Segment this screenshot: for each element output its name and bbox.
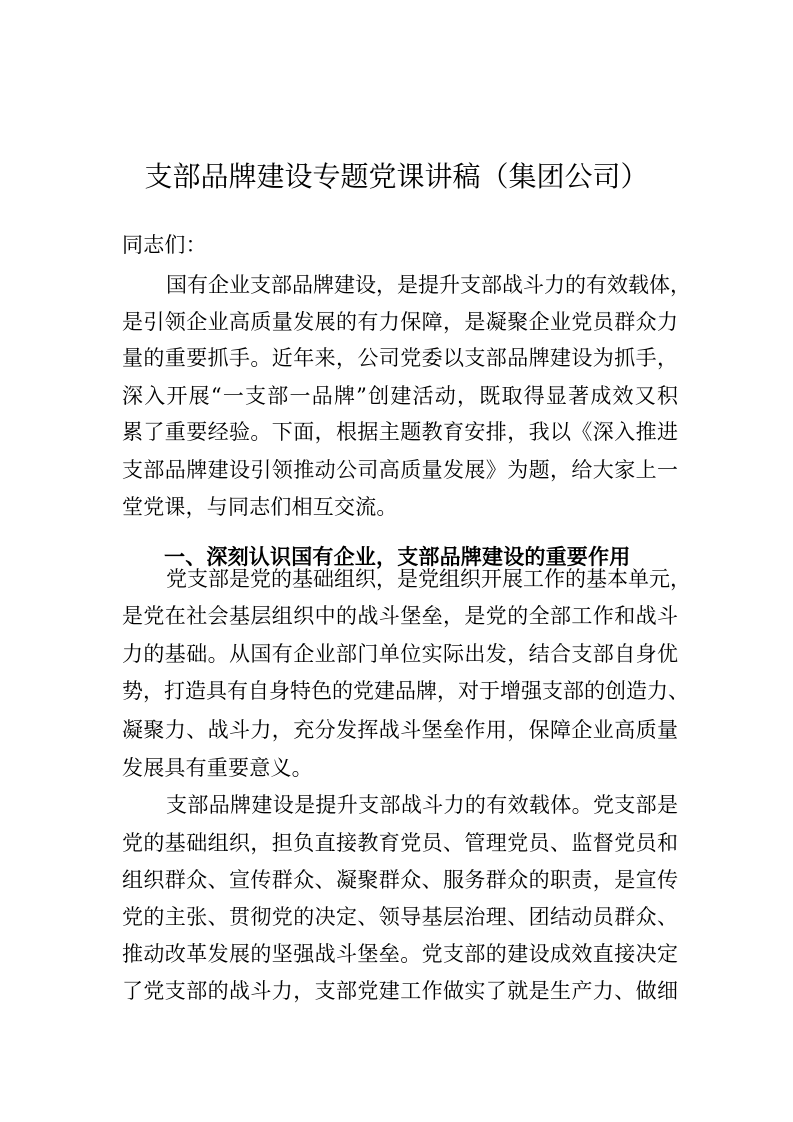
paragraph-line: 力的基础。从国有企业部门单位实际出发，结合支部自身优 <box>122 642 678 666</box>
paragraph-line: 推动改革发展的坚强战斗堡垒。党支部的建设成效直接决定 <box>122 941 678 966</box>
paragraph-line: 是引领企业高质量发展的有力保障，是凝聚企业党员群众力 <box>122 309 678 334</box>
paragraph-line: 支部品牌建设引领推动公司高质量发展》为题，给大家上一 <box>122 458 678 482</box>
paragraph-line: 国有企业支部品牌建设，是提升支部战斗力的有效载体， <box>166 273 691 297</box>
paragraph-line: 势，打造具有自身特色的党建品牌，对于增强支部的创造力、 <box>122 679 689 703</box>
paragraph-line: 累了重要经验。下面，根据主题教育安排，我以《深入推进 <box>122 420 678 444</box>
paragraph-line: 党的主张、贯彻党的决定、领导基层治理、团结动员群众、 <box>122 905 678 929</box>
document-title: 支部品牌建设专题党课讲稿（集团公司） <box>144 159 649 193</box>
paragraph-line: 深入开展“一支部一品牌”创建活动，既取得显著成效又积 <box>122 384 678 408</box>
paragraph-line: 党的基础组织，担负直接教育党员、管理党员、监督党员和 <box>122 831 678 855</box>
paragraph-line: 了党支部的战斗力，支部党建工作做实了就是生产力、做细 <box>122 979 678 1003</box>
paragraph-line: 堂党课，与同志们相互交流。 <box>122 495 398 519</box>
paragraph-line: 组织群众、宣传群众、凝聚群众、服务群众的职责，是宣传 <box>122 868 678 892</box>
paragraph-line: 党支部是党的基础组织，是党组织开展工作的基本单元， <box>166 566 691 591</box>
paragraph-line: 发展具有重要意义。 <box>122 756 313 780</box>
paragraph-line: 是党在社会基层组织中的战斗堡垒，是党的全部工作和战斗 <box>122 604 678 628</box>
paragraph-line: 支部品牌建设是提升支部战斗力的有效载体。党支部是 <box>166 793 678 817</box>
paragraph-line: 量的重要抓手。近年来，公司党委以支部品牌建设为抓手， <box>122 346 678 370</box>
paragraph-line: 凝聚力、战斗力，充分发挥战斗堡垒作用，保障企业高质量 <box>122 718 678 742</box>
section-heading-1: 一、深刻认识国有企业，支部品牌建设的重要作用 <box>164 545 631 570</box>
salutation: 同志们： <box>122 233 207 257</box>
